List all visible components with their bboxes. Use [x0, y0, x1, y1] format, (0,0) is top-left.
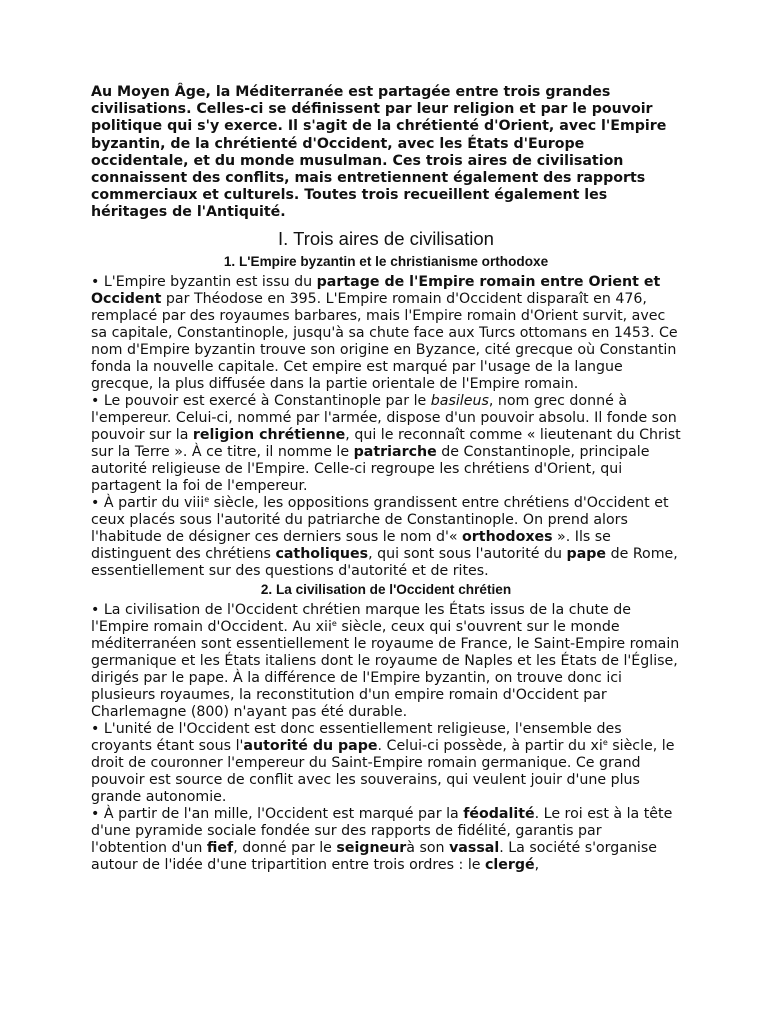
bullet: •: [91, 392, 100, 409]
bullet: •: [91, 273, 100, 290]
text: À partir de l'an mille, l'Occident est marqué par la: [103, 805, 464, 822]
text: siècle, le droit de couronner l'empereur du Saint-Empire romain germanique. Ce grand pouvoir est source de conflit avec les souverains, qui veulent jouir d'une plus grande autonomie.: [91, 737, 675, 805]
paragraph-feudalism: [91, 806, 681, 874]
text: À partir du viii: [103, 494, 205, 511]
text: par Théodose en 395. L'Empire romain d'Occident disparaît en 476, remplacé par des royaumes barbares, mais l'Empire romain d'Orient survit, avec sa capitale, Constantinople, jusqu'à sa chute face aux Turcs ottomans en 1453. Ce nom d'Empire byzantin trouve son origine en Byzance, cité grecque où Constantin fonda la nouvelle capitale. Cet empire est marqué par l'usage de la langue grecque, la plus diffusée dans la partie orientale de l'Empire romain.: [91, 290, 678, 392]
text: L'Empire byzantin est issu du: [103, 273, 317, 290]
bullet: •: [91, 494, 100, 511]
text: . Celui-ci possède, à partir du xi: [377, 737, 603, 754]
text: , qui sont sous l'autorité du: [368, 545, 567, 562]
text: Le pouvoir est exercé à Constantinople par le: [103, 392, 431, 409]
bold-text: pape: [566, 545, 607, 562]
text: La civilisation de l'Occident chrétien marque les États issus de la chute de l'Empire romain d'Occident. Au xii: [91, 601, 632, 635]
bold-text: vassal: [449, 839, 500, 856]
paragraph-orthodox: [91, 495, 681, 580]
superscript: e: [331, 618, 337, 628]
text: à son: [406, 839, 450, 856]
text: ,: [534, 856, 540, 873]
text: siècle, les oppositions grandissent entre chrétiens d'Occident et ceux placés sous l'autorité du patriarche de Constantinople. On prend alors l'habitude de désigner ces derniers sous le nom d'«: [91, 494, 669, 545]
bold-text: orthodoxes: [462, 528, 553, 545]
text: ». Ils se distinguent des chrétiens: [91, 528, 611, 562]
text: . Le roi est à la tête d'une pyramide sociale fondée sur des rapports de fidélité, garantis par l'obtention d'un: [91, 805, 673, 856]
paragraph-byzantine-origin: [91, 274, 681, 393]
text: L'unité de l'Occident est donc essentiellement religieuse, l'ensemble des croyants étant sous l': [91, 720, 622, 754]
text: . La société s'organise autour de l'idée d'une tripartition entre trois ordres : le: [91, 839, 657, 873]
bold-text: seigneur: [336, 839, 407, 856]
bold-text: catholiques: [275, 545, 369, 562]
text: siècle, ceux qui s'ouvrent sur le monde méditerranéen sont essentiellement le royaume de France, le Saint-Empire romain germanique et les États italiens dont le royaume de Naples et les États de l'Église, dirigés par le pape. À la différence de l'Empire byzantin, on trouve donc ici plusieurs royaumes, la reconstitution d'un empire romain d'Occident par Charlemagne (800) n'ayant pas été durable.: [91, 618, 680, 720]
text: de Rome, essentiellement sur des questions d'autorité et de rites.: [91, 545, 678, 579]
section-title: I. Trois aires de civilisation: [278, 227, 494, 249]
bullet: •: [91, 720, 100, 737]
bold-text: autorité du pape: [243, 737, 378, 754]
bold-text: religion chrétienne: [192, 426, 346, 443]
bold-text: féodalité: [463, 805, 535, 822]
subsection-title-occident: 2. La civilisation de l'Occident chrétien: [260, 581, 512, 597]
bold-text: fief: [206, 839, 234, 856]
text: , donné par le: [233, 839, 337, 856]
superscript: e: [602, 737, 608, 747]
paragraph-byzantine-power: [91, 393, 681, 495]
bold-text: clergé: [485, 856, 535, 873]
document-page: [91, 84, 681, 874]
bold-text: patriarche: [353, 443, 437, 460]
text: , nom grec donné à l'empereur. Celui-ci, nommé par l'armée, dispose d'un pouvoir absolu. Il fonde son pouvoir sur la: [91, 392, 677, 443]
superscript: e: [204, 494, 210, 504]
bullet: •: [91, 601, 100, 618]
text: , qui le reconnaît comme « lieutenant du Christ sur la Terre ». À ce titre, il nomme le: [91, 426, 681, 460]
bullet: •: [91, 805, 100, 822]
text: de Constantinople, principale autorité religieuse de l'Empire. Celle-ci regroupe les chrétiens d'Orient, qui partagent la foi de l'empereur.: [91, 443, 650, 494]
italic-text: basileus: [430, 392, 489, 409]
paragraph-occident-states: [91, 602, 681, 721]
intro-paragraph: Au Moyen Âge, la Méditerranée est partagée entre trois grandes civilisations. Celles-ci se définissent par leur religion et par le pouvoir politique qui s'y exerce. Il s'agit de la chrétienté d'Orient, avec l'Empire byzantin, de la chrétienté d'Occident, avec les États d'Europe occidentale, et du monde musulman. Ces trois aires de civilisation connaissent des conflits, mais entretiennent également des rapports commerciaux et culturels. Toutes trois recueillent également les héritages de l'Antiquité.: [91, 84, 667, 221]
paragraph-occident-pope: [91, 721, 681, 806]
bold-text: partage de l'Empire romain entre Orient et Occident: [91, 273, 661, 307]
subsection-title-byzantine: 1. L'Empire byzantin et le christianisme orthodoxe: [223, 253, 549, 269]
